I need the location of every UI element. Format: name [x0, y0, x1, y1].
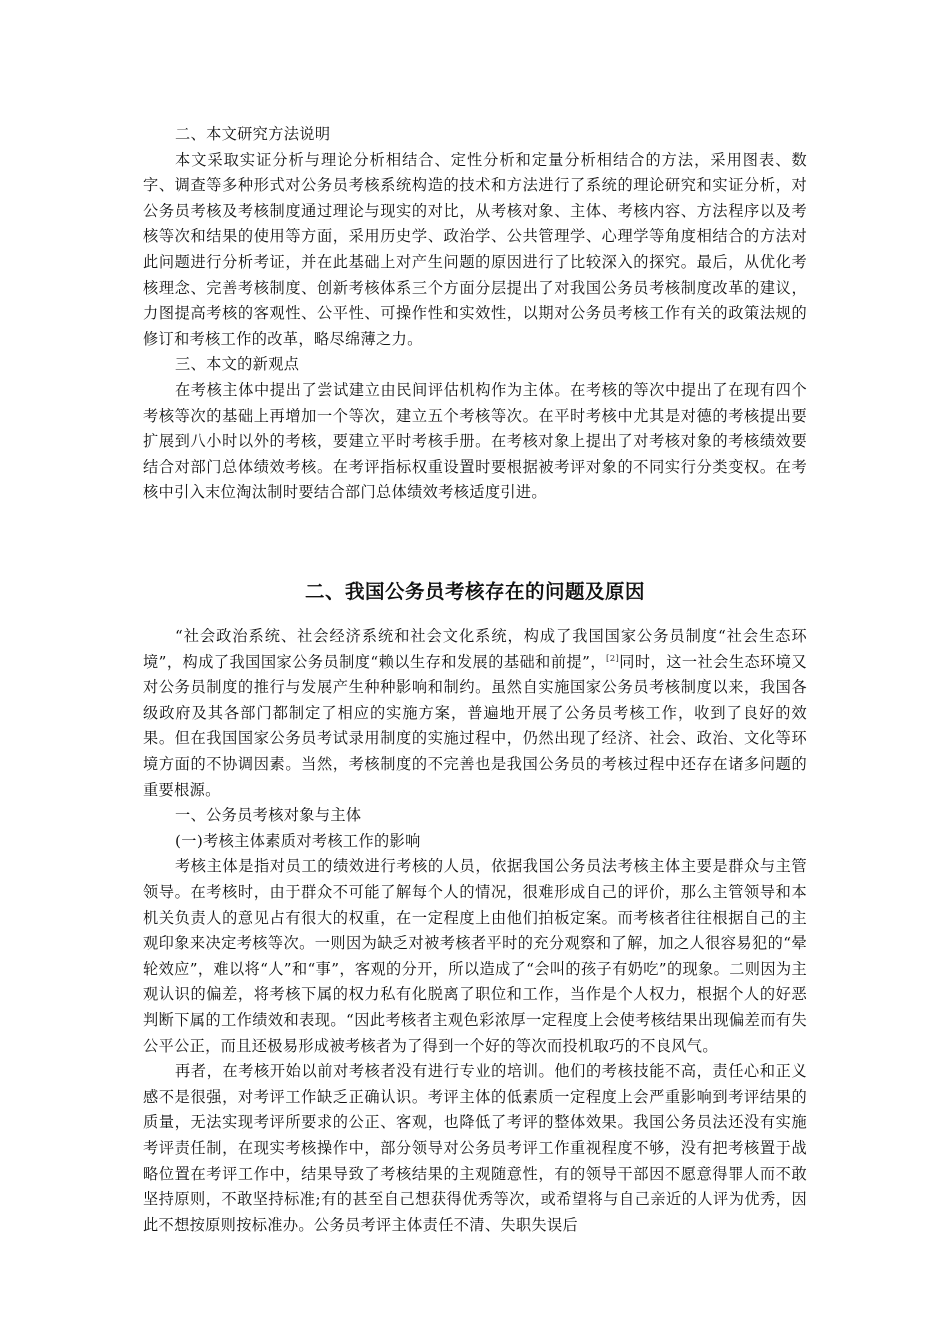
subsection-heading: 一、公务员考核对象与主体 — [175, 806, 362, 825]
sub-subsection-heading: (一)考核主体素质对考核工作的影响 — [175, 831, 421, 850]
section-heading-new-views: 三、本文的新观点 — [175, 355, 300, 374]
document-page — [143, 122, 807, 1238]
chapter-title: 二、我国公务员考核存在的问题及原因 — [304, 579, 645, 603]
footnote-reference: [2] — [606, 653, 620, 664]
paragraph-assessment-subject: 考核主体是指对员工的绩效进行考核的人员，依据我国公务员法考核主体主要是群众与主管领导。在考核时，由于群众不可能了解每个人的情况，很难形成自己的评价，那么主管领导和本机关负责人的意见占有很大的权重，在一定程度上由他们拍板定案。而考核者往往根据自己的主观印象来决定考核等次。一则因为缺乏对被考核者平时的充分观察和了解，加之人很容易犯的“晕轮效应”，难以将“人”和“事”，客观的分开，所以造成了“会叫的孩子有奶吃”的现象。二则因为主观认识的偏差，将考核下属的权力私有化脱离了职位和工作，当作是个人权力，根据个人的好恶判断下属的工作绩效和表现。“因此考核者主观色彩浓厚一定程度上会使考核结果出现偏差而有失公平公正，而且还极易形成被考核者为了得到一个好的等次而投机取巧的不良风气。 — [143, 857, 807, 1055]
paragraph-intro — [143, 624, 807, 803]
paragraph-new-views: 在考核主体中提出了尝试建立由民间评估机构作为主体。在考核的等次中提出了在现有四个考核等次的基础上再增加一个等次，建立五个考核等次。在平时考核中尤其是对德的考核提出要扩展到八小时以外的考核，要建立平时考核手册。在考核对象上提出了对考核对象的考核绩效要结合对部门总体绩效考核。在考评指标权重设置时要根据被考评对象的不同实行分类变权。在考核中引入末位淘汰制时要结合部门总体绩效考核适度引进。 — [143, 380, 807, 502]
intro-text-part1: “社会政治系统、社会经济系统和社会文化系统，构成了我国国家公务员制度“社会生态环境”，构成了我国国家公务员制度“赖以生存和发展的基础和前提”， — [143, 627, 807, 671]
intro-text-part2: 同时，这一社会生态环境又对公务员制度的推行与发展产生种种影响和制约。虽然自实施国家公务员考核制度以来，我国各级政府及其各部门都制定了相应的实施方案，普遍地开展了公务员考核工作，收到了良好的效果。但在我国国家公务员考试录用制度的实施过程中，仍然出现了经济、社会、政治、文化等环境方面的不协调因素。当然，考核制度的不完善也是我国公务员的考核过程中还存在诸多问题的重要根源。 — [143, 652, 807, 799]
paragraph-training: 再者，在考核开始以前对考核者没有进行专业的培训。他们的考核技能不高，责任心和正义感不是很强，对考评工作缺乏正确认识。考评主体的低素质一定程度上会严重影响到考评结果的质量，无法实现考评所要求的公正、客观，也降低了考评的整体效果。我国公务员法还没有实施考评责任制，在现实考核操作中，部分领导对公务员考评工作重视程度不够，没有把考核置于战略位置在考评工作中，结果导致了考核结果的主观随意性，有的领导干部因不愿意得罪人而不敢坚持原则，不敢坚持标准;有的甚至自己想获得优秀等次，或希望将与自己亲近的人评为优秀，因此不想按原则按标准办。公务员考评主体责任不清、失职失误后 — [143, 1062, 807, 1234]
paragraph-method: 本文采取实证分析与理论分析相结合、定性分析和定量分析相结合的方法，采用图表、数字、调查等多种形式对公务员考核系统构造的技术和方法进行了系统的理论研究和实证分析，对公务员考核及考核制度通过理论与现实的对比，从考核对象、主体、考核内容、方法程序以及考核等次和结果的使用等方面，采用历史学、政治学、公共管理学、心理学等角度相结合的方法对此问题进行分析考证，并在此基础上对产生问题的原因进行了比较深入的探究。最后，从优化考核理念、完善考核制度、创新考核体系三个方面分层提出了对我国公务员考核制度改革的建议，力图提高考核的客观性、公平性、可操作性和实效性，以期对公务员考核工作有关的政策法规的修订和考核工作的改革，略尽绵薄之力。 — [143, 150, 807, 348]
section-heading-method: 二、本文研究方法说明 — [175, 125, 331, 143]
